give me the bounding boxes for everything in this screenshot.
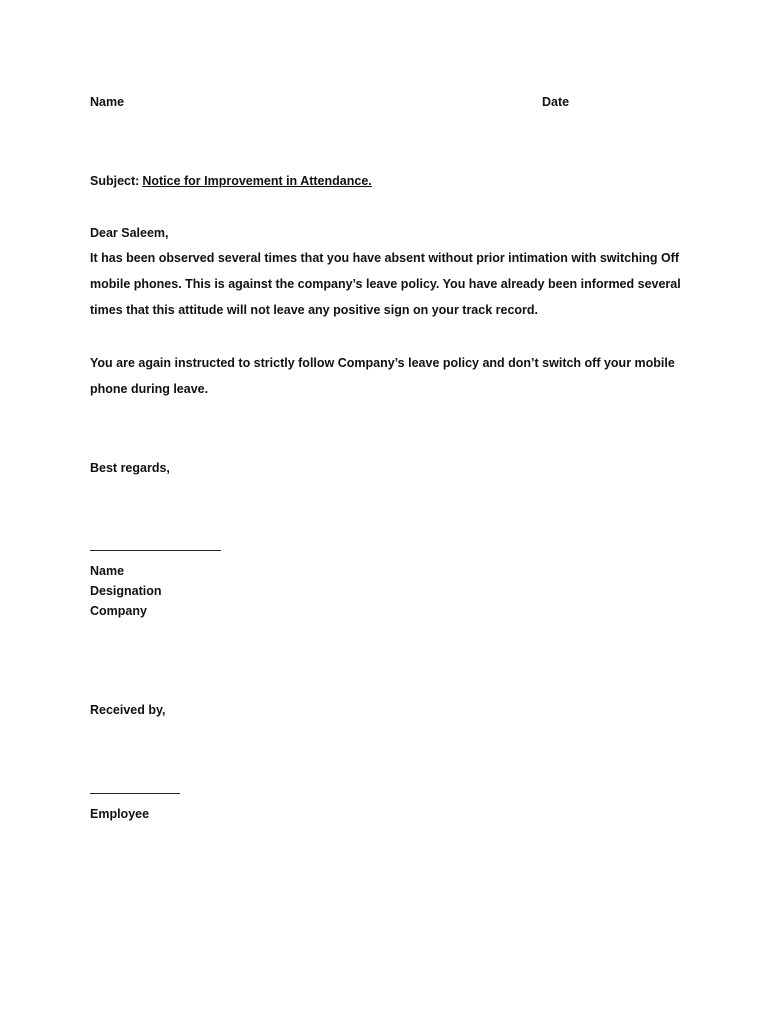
subject-text: Notice for Improvement in Attendance. <box>142 174 372 188</box>
header-name-label: Name <box>90 95 125 109</box>
employee-signature-line <box>90 793 180 794</box>
body-paragraph-1: It has been observed several times that you have absent without prior intimation with switching Off mobile phones. This is against the company’s leave policy. You have already been informed several times that this attitude will not leave any positive sign on your track record. <box>90 251 681 317</box>
signature-line <box>90 550 221 551</box>
header-date-label: Date <box>542 95 570 109</box>
signature-company: Company <box>90 604 147 618</box>
subject-line <box>90 173 372 189</box>
signature-designation: Designation <box>90 584 162 598</box>
closing: Best regards, <box>90 461 170 475</box>
signature-name: Name <box>90 564 125 578</box>
salutation: Dear Saleem, <box>90 226 169 240</box>
subject-label: Subject: <box>90 174 140 188</box>
body-paragraph-2: You are again instructed to strictly follow Company’s leave policy and don’t switch off your mobile phone during leave. <box>90 356 675 396</box>
received-by: Received by, <box>90 703 166 717</box>
employee-label: Employee <box>90 807 150 821</box>
